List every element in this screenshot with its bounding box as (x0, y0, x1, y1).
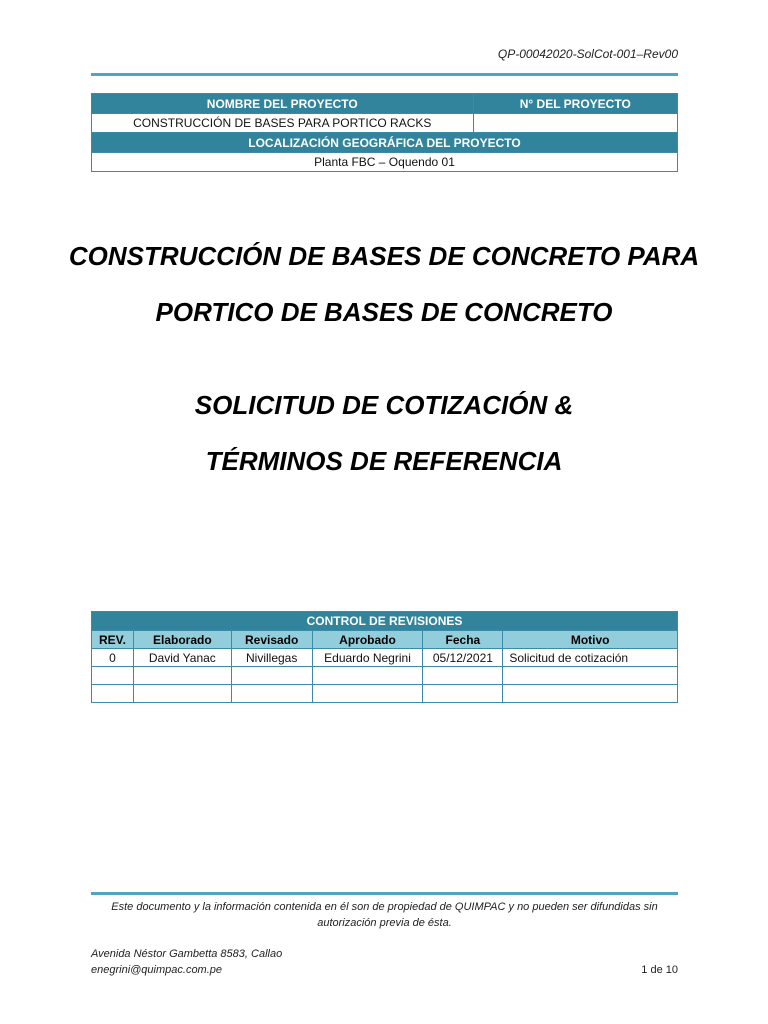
cell-elaborado (133, 685, 231, 703)
document-subtitle-line-1: SOLICITUD DE COTIZACIÓN & (194, 390, 574, 420)
footer-rule (91, 892, 678, 895)
column-header-motivo: Motivo (503, 631, 678, 649)
column-header-aprobado: Aprobado (312, 631, 423, 649)
document-subtitle-line-2: TÉRMINOS DE REFERENCIA (205, 446, 563, 476)
column-header-fecha: Fecha (423, 631, 503, 649)
page-number: 1 de 10 (641, 964, 678, 976)
table-row (92, 685, 678, 703)
column-header-revisado: Revisado (231, 631, 312, 649)
document-code: QP-00042020-SolCot-001–Rev00 (497, 47, 678, 61)
cell-aprobado (312, 667, 423, 685)
column-header-elaborado: Elaborado (133, 631, 231, 649)
table-row (92, 649, 678, 667)
cell-motivo: Solicitud de cotización (503, 649, 678, 667)
cell-elaborado (133, 667, 231, 685)
project-name-value: CONSTRUCCIÓN DE BASES PARA PORTICO RACKS (92, 114, 474, 133)
cell-aprobado (312, 685, 423, 703)
cell-fecha (423, 667, 503, 685)
cell-revisado: Nivillegas (231, 649, 312, 667)
cell-fecha (423, 685, 503, 703)
cell-fecha: 05/12/2021 (423, 649, 503, 667)
table-row (92, 667, 678, 685)
revision-control-table (91, 611, 678, 703)
column-header-rev: REV. (92, 631, 134, 649)
footer-email: enegrini@quimpac.com.pe (91, 964, 223, 976)
footer-contact (91, 946, 282, 978)
project-number-header: N° DEL PROYECTO (473, 94, 677, 114)
revision-table-title: CONTROL DE REVISIONES (92, 612, 678, 631)
cell-motivo (503, 685, 678, 703)
project-number-value (473, 114, 677, 133)
project-location-value: Planta FBC – Oquendo 01 (92, 153, 678, 172)
document-title (60, 228, 708, 340)
project-info-table (91, 93, 678, 172)
footer-disclaimer: Este documento y la información contenida en él son de propiedad de QUIMPAC y no pueden ser difundidas sin autorización previa de ésta. (111, 901, 658, 929)
cell-rev: 0 (92, 649, 134, 667)
project-location-header: LOCALIZACIÓN GEOGRÁFICA DEL PROYECTO (92, 133, 678, 153)
cell-rev (92, 667, 134, 685)
cell-rev (92, 685, 134, 703)
header-rule (91, 73, 678, 76)
document-subtitle (60, 377, 708, 489)
cell-aprobado: Eduardo Negrini (312, 649, 423, 667)
document-title-line-1: CONSTRUCCIÓN DE BASES DE CONCRETO PARA (68, 241, 700, 271)
cell-revisado (231, 667, 312, 685)
document-title-line-2: PORTICO DE BASES DE CONCRETO (155, 297, 613, 327)
cell-elaborado: David Yanac (133, 649, 231, 667)
cell-revisado (231, 685, 312, 703)
cell-motivo (503, 667, 678, 685)
footer-address: Avenida Néstor Gambetta 8583, Callao (91, 948, 283, 960)
project-name-header: NOMBRE DEL PROYECTO (92, 94, 474, 114)
